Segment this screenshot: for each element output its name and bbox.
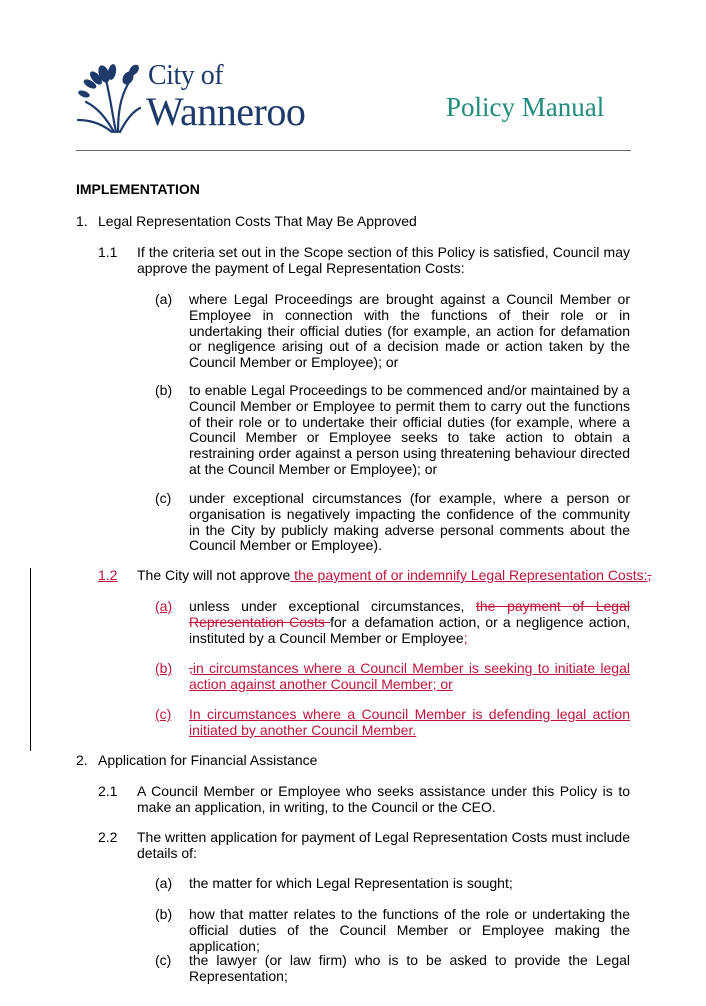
clause-2-1-number: 2.1: [98, 783, 118, 799]
clause-2-2-b-label: (b): [155, 906, 173, 922]
clause-1-1-b-text: to enable Legal Proceedings to be commenced and/or maintained by a Council Member or Employee to permit them to carry out the functions of their role or to undertake their official duties (for example, where a Council Member or Employee seeks to take action to obtain a restraining order against a person using threatening behaviour directed at the Council Member or Employee); or: [189, 382, 630, 477]
clause-1-1-a-label: (a): [155, 291, 173, 307]
clause-1-2-a-plain-1: unless under exceptional circumstances,: [189, 598, 476, 614]
clause-1-1-b-label: (b): [155, 382, 173, 398]
clause-1-1-c-label: (c): [155, 490, 172, 506]
clause-2-2-a-label: (a): [155, 875, 173, 891]
clause-2-2-text: The written application for payment of Legal Representation Costs must include details of:: [137, 829, 630, 861]
city-logo: [76, 62, 326, 134]
clause-1-2-c-text: In circumstances where a Council Member is defending legal action initiated by another Council Member.: [189, 706, 630, 738]
clause-1-2-a-plain-2: for a defamation action, or a negligence action, instituted by a Council Member or Employee: [189, 613, 630, 646]
clause-2-1-text: A Council Member or Employee who seeks assistance under this Policy is to make an application, in writing, to the Council or the CEO.: [137, 783, 630, 815]
clause-1-2-a-text: [189, 599, 630, 646]
kangaroo-paw-logo-icon: [76, 62, 142, 134]
clause-1-2-a-deleted: the payment of Legal Representation Costs: [189, 598, 630, 630]
clause-2-2-c-label: (c): [155, 952, 172, 968]
clause-1-2-deleted: ,: [647, 567, 652, 583]
clause-1-2-inserted: the payment of or indemnify Legal Representation Costs:: [290, 567, 648, 583]
clause-1-2-text: [137, 567, 652, 584]
section-1-number: 1.: [76, 213, 88, 229]
clause-1-2-a-label: (a): [155, 598, 173, 614]
clause-2-2-b-text: how that matter relates to the functions of the role or undertaking the official duties of the Council Member or Employee making the application;: [189, 906, 630, 954]
clause-1-2-b-deleted: ,: [189, 660, 193, 676]
revision-change-bar: [30, 568, 31, 751]
clause-2-2-a-text: the matter for which Legal Representation is sought;: [189, 875, 513, 891]
section-2-title: Application for Financial Assistance: [98, 752, 318, 768]
clause-2-2-number: 2.2: [98, 829, 118, 845]
clause-1-2-a-inserted-end: ;: [463, 629, 468, 646]
clause-1-1-text: If the criteria set out in the Scope section of this Policy is satisfied, Council may approve the payment of Legal Representation Costs:: [137, 244, 630, 276]
section-2-number: 2.: [76, 752, 88, 768]
clause-1-2-b-inserted: in circumstances where a Council Member is seeking to initiate legal action against another Council Member; or: [189, 660, 630, 692]
logo-text-city-of: City of: [148, 60, 224, 91]
clause-2-2-c-text: the lawyer (or law firm) who is to be asked to provide the Legal Representation;: [189, 952, 630, 984]
clause-1-1-c-text: under exceptional circumstances (for example, where a person or organisation is negatively impacting the confidence of the community in the City by publicly making adverse personal comments about the Council Member or Employee).: [189, 490, 630, 554]
clause-1-2-number: 1.2: [98, 567, 118, 583]
clause-1-2-b-label: (b): [155, 660, 173, 676]
clause-1-2-b-text: [189, 661, 630, 693]
clause-1-1-a-text: where Legal Proceedings are brought against a Council Member or Employee in connection with the functions of their role or in undertaking their official duties (for example, an action for defamation or negligence arising out of a decision made or action taken by the Council Member or Employee); or: [189, 291, 630, 371]
header-divider: [76, 150, 631, 151]
clause-1-2-c-label: (c): [155, 706, 172, 722]
logo-text-wanneroo: Wanneroo: [146, 89, 306, 134]
policy-manual-title: Policy Manual: [446, 92, 605, 122]
section-heading: IMPLEMENTATION: [76, 181, 200, 197]
clause-1-1-number: 1.1: [98, 244, 118, 260]
section-1-title: Legal Representation Costs That May Be Approved: [98, 213, 417, 229]
clause-1-2-plain: The City will not approve: [137, 567, 291, 583]
